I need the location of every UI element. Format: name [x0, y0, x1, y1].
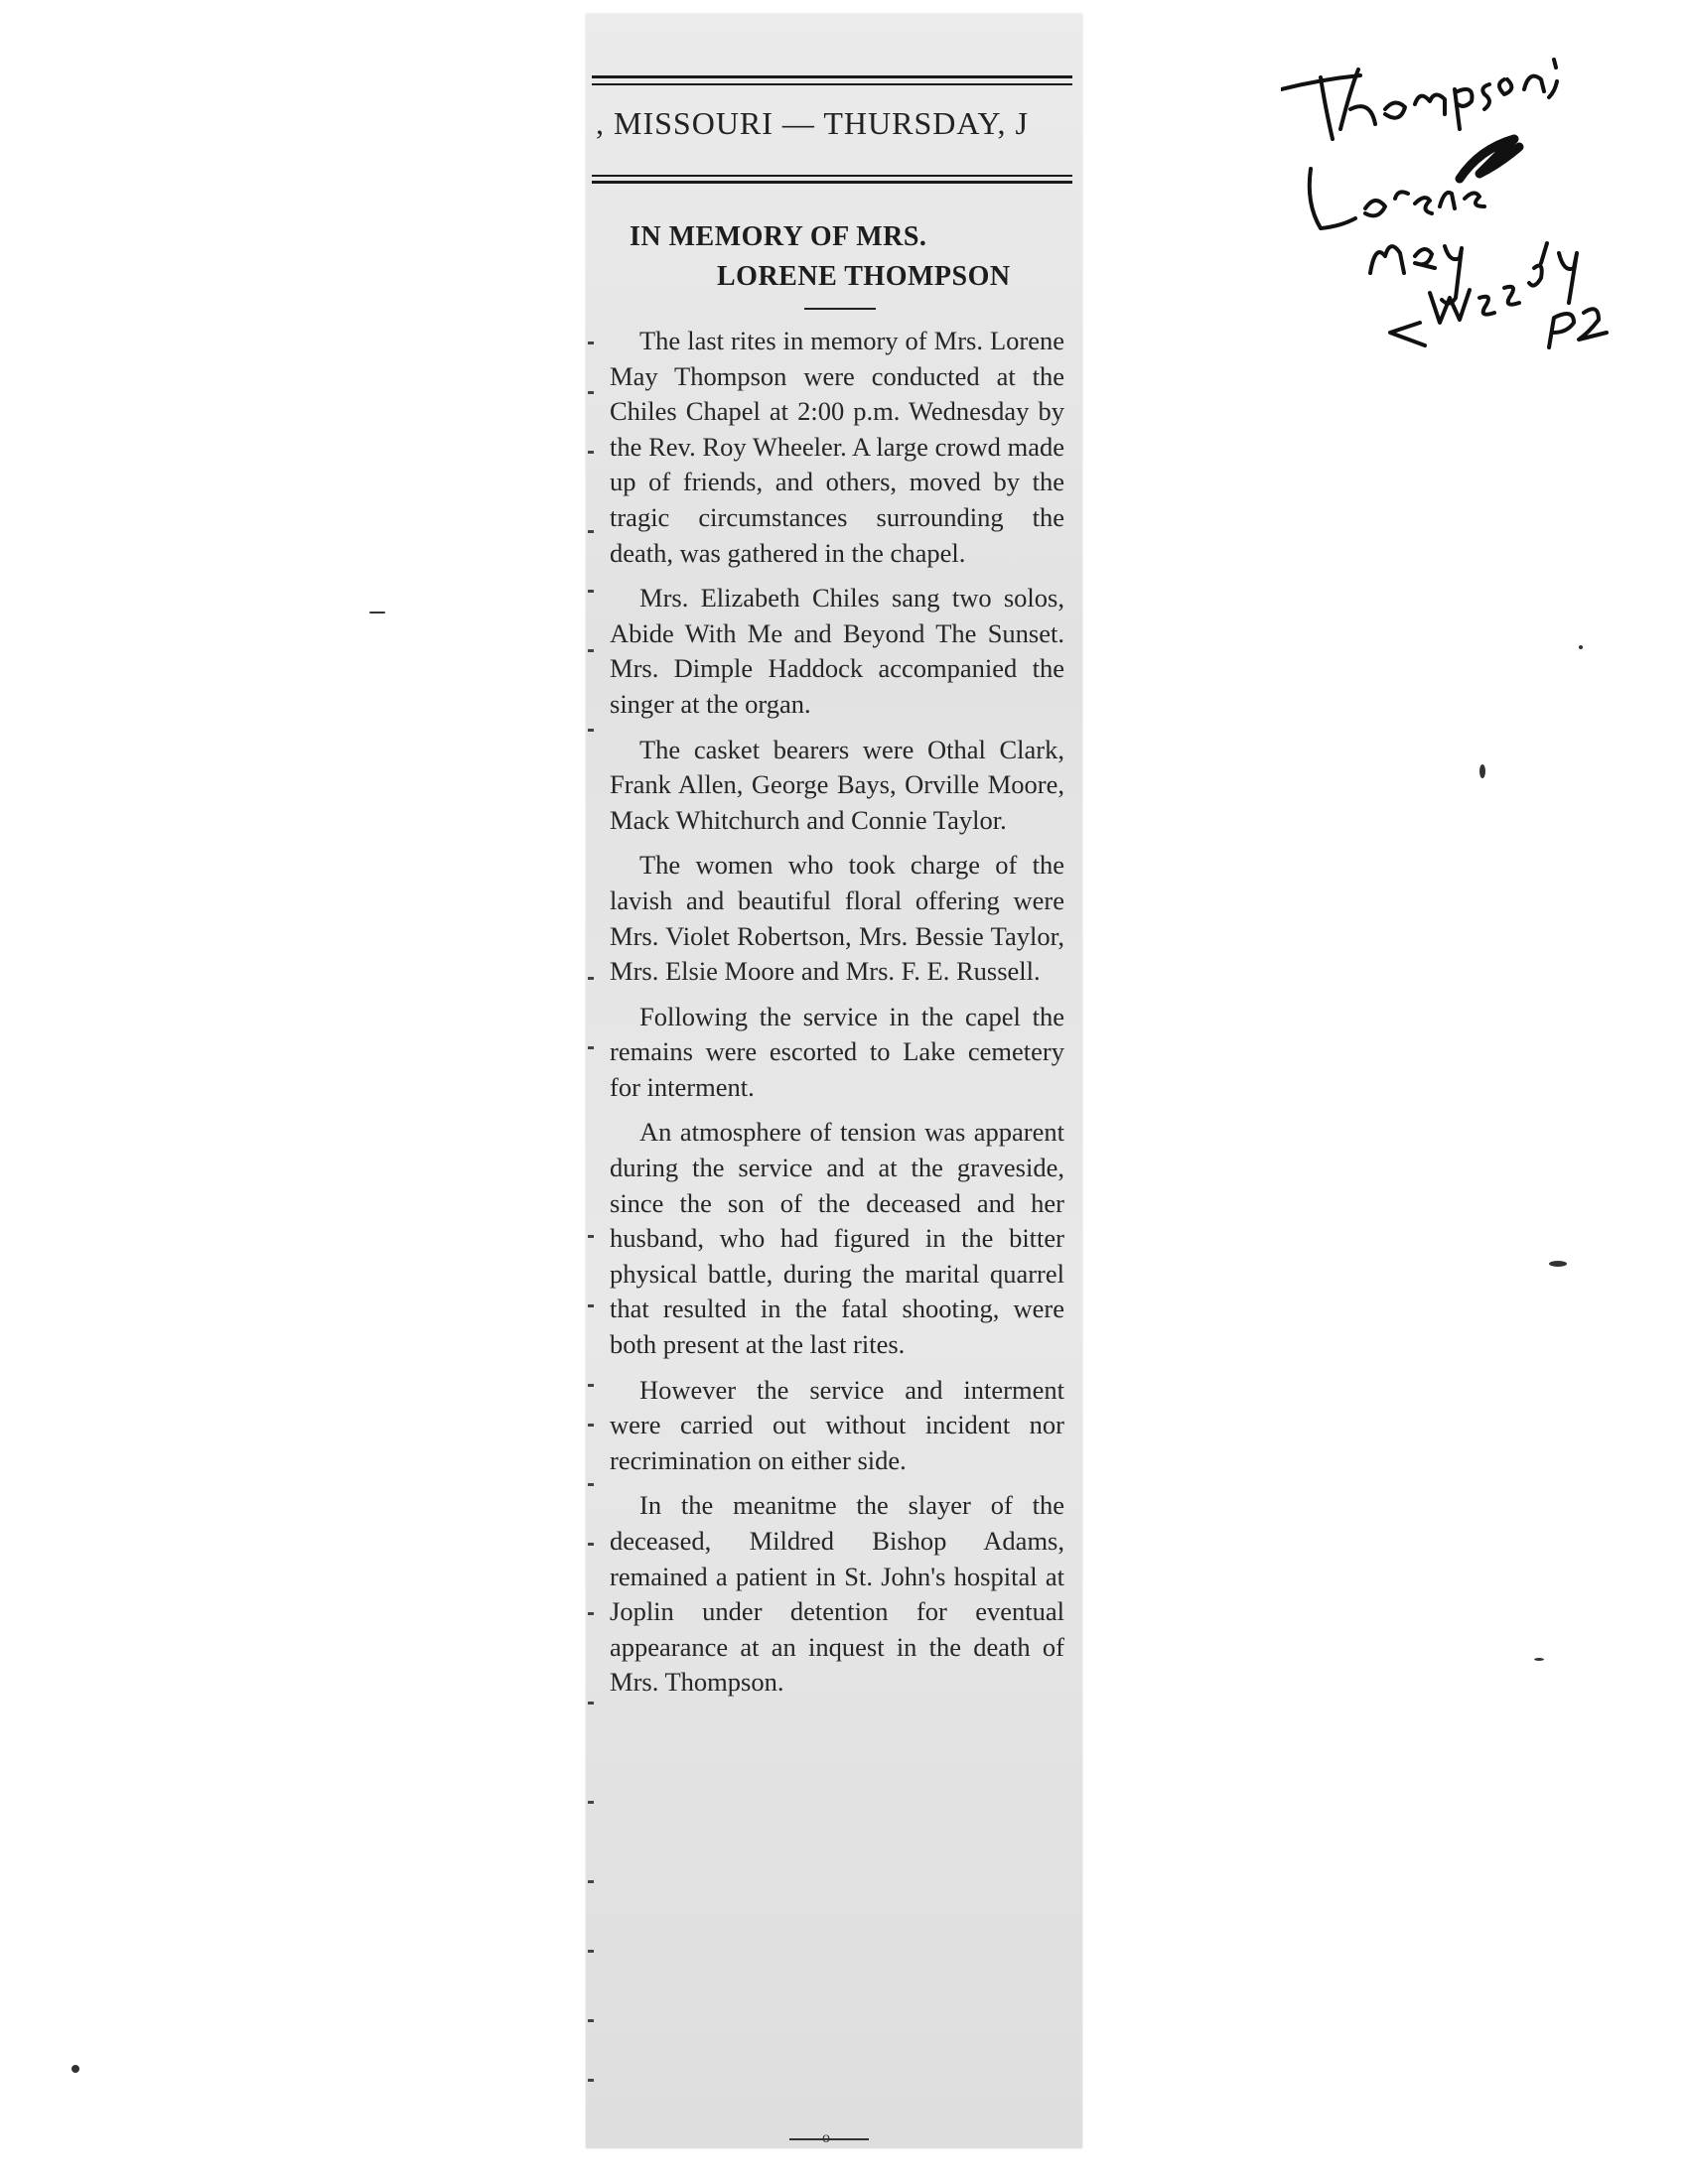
headline-divider	[804, 308, 876, 310]
article-body	[610, 324, 1064, 1710]
article-headline	[616, 217, 1072, 297]
article-paragraph: Mrs. Elizabeth Chiles sang two solos, Abide With Me and Beyond The Sunset. Mrs. Dimple Haddock accompanied the singer at the organ.	[610, 583, 1064, 719]
masthead-dateline: , MISSOURI — THURSDAY, J	[596, 105, 1029, 141]
headline-line-1: IN MEMORY OF MRS.	[630, 221, 927, 252]
scan-speck	[71, 2065, 79, 2073]
masthead-double-rule-upper	[592, 175, 1072, 177]
article-paragraph: The women who took charge of the lavish and beautiful floral offering were Mrs. Violet Robertson, Mrs. Bessie Taylor, Mrs. Elsie Moore and Mrs. F. E. Russell.	[610, 850, 1064, 987]
top-double-rule-lower	[592, 83, 1072, 85]
handwriting-scribble	[1281, 30, 1658, 357]
scan-speck	[369, 612, 385, 614]
headline-line-2: LORENE THOMPSON	[717, 261, 1011, 292]
masthead-double-rule-lower	[592, 181, 1072, 184]
scan-speck	[1479, 764, 1485, 778]
article-paragraph: The last rites in memory of Mrs. Lorene May Thompson were conducted at the Chiles Chapel at 2:00 p.m. Wednesday by the Rev. Roy Wheeler. A large crowd made up of friends, and others, moved by the tragic circumstances surrounding the death, was gathered in the chapel.	[610, 326, 1064, 568]
handwritten-annotation	[1281, 30, 1658, 357]
newspaper-clipping	[586, 14, 1082, 2148]
scan-speck	[1534, 1658, 1544, 1661]
article-paragraph: However the service and interment were carried out without incident nor recrimination on either side.	[610, 1374, 1064, 1475]
article-paragraph: An atmosphere of tension was apparent during the service and at the graveside, since the son of the deceased and her husband, who had figured in the bitter physical battle, during the marital quarrel that resulted in the fatal shooting, were both present at the last rites.	[610, 1117, 1064, 1360]
left-column-edge-marks	[586, 14, 600, 2148]
scan-speck	[1579, 645, 1583, 649]
scan-speck	[1549, 1261, 1567, 1267]
end-mark: o	[822, 2129, 830, 2146]
article-paragraph: The casket bearers were Othal Clark, Frank Allen, George Bays, Orville Moore, Mack Whitchurch and Connie Taylor.	[610, 734, 1064, 835]
article-paragraph: Following the service in the capel the remains were escorted to Lake cemetery for interment.	[610, 1001, 1064, 1102]
top-double-rule-upper	[592, 75, 1072, 78]
article-paragraph: In the meanitme the slayer of the deceased, Mildred Bishop Adams, remained a patient in St. John's hospital at Joplin under detention for eventual appearance at an inquest in the death of Mrs. Thompson.	[610, 1490, 1064, 1698]
